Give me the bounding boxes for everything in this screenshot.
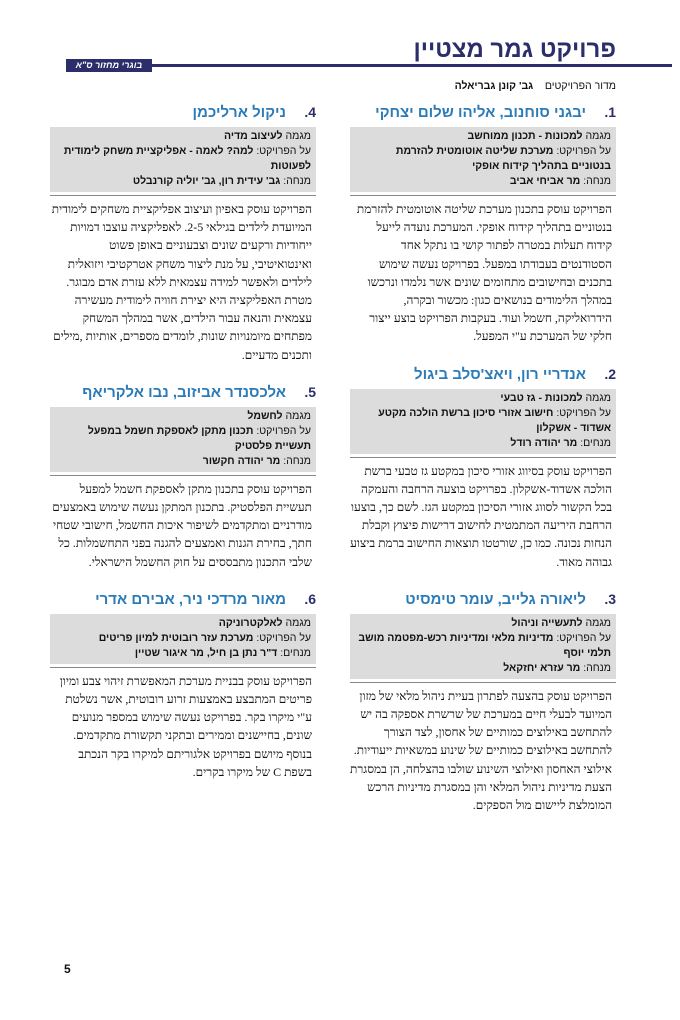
project-heading bbox=[50, 104, 316, 121]
mentor-value: ד"ר נתן בן חיל, מר איגור שטיין bbox=[134, 646, 278, 659]
project-heading bbox=[350, 591, 616, 608]
about-label: על הפרויקט: bbox=[256, 424, 311, 437]
major-label: מגמה bbox=[585, 130, 611, 142]
page-title: פרויקט גמר מצטיין bbox=[413, 36, 616, 63]
mentor-label: מנחה: bbox=[583, 175, 611, 187]
about-value: מערכת עזר רובוטית למיון פריטים bbox=[98, 631, 254, 644]
mentor-value: גב' עידית רון, גב' יוליה קורנבלט bbox=[132, 175, 281, 187]
editor-label: מדור הפרויקטים bbox=[544, 80, 616, 92]
project-number: 5. bbox=[304, 383, 316, 400]
major-value: לעיצוב מדיה bbox=[223, 130, 283, 142]
mentor-label: מנחה: bbox=[283, 175, 311, 187]
major-label: מגמה bbox=[285, 130, 311, 142]
project-info-box bbox=[350, 389, 616, 454]
project-number: 2. bbox=[604, 365, 616, 382]
mentor-value: מר אביחי אביב bbox=[509, 175, 581, 187]
about-label: על הפרויקט: bbox=[556, 406, 611, 419]
project-description: הפרויקט עוסק בתכנון מתקן לאספקת חשמל למפעל תעשיית הפלסטיק. בתכנון המתקן נעשה שימוש באמצעים מודרניים ומתקדמים לשיפור איכות החשמל, חישובי שטחי חתך, בחירת הגנות ואמצעים להגנה בפני התחשמלות. כל שלבי התכנון מתבססים על חוק החשמל הישראלי. bbox=[52, 481, 312, 569]
divider bbox=[50, 667, 316, 668]
project-number: 4. bbox=[304, 104, 316, 120]
major-value: למכונות - תכנון ממוחשב bbox=[467, 130, 583, 142]
mentor-value: מר יהודה רודל bbox=[510, 436, 578, 449]
major-value: לחשמל bbox=[247, 409, 283, 422]
page-number: 5 bbox=[64, 962, 71, 976]
project-description: הפרויקט עוסק בסיווג אזורי סיכון במקטע גז טבעי ברשת הולכה אשדוד-אשקלון. בפרויקט בוצעה הרחבה והעמקה בכל הקשור לסווג אזורי הסיכון במקטע הגז. לשם כך, בוצעו הרחבת היריעה המתמטית לחישוב דרישות פיצוץ וקבלת הנחות נכונה. כמו כן, שורטטו תוצאות החישוב ברמת ביצוע גבוהה מאוד. bbox=[350, 463, 612, 569]
project-5 bbox=[50, 384, 316, 571]
mentor-label: מנחה: bbox=[283, 454, 311, 467]
project-students: מאור מרדכי ניר, אבירם אדרי bbox=[95, 590, 286, 608]
project-number: 6. bbox=[304, 590, 316, 607]
project-students: יבגני סוחנוב, אליהו שלום יצחקי bbox=[375, 104, 586, 121]
project-heading bbox=[50, 384, 316, 401]
project-info-box bbox=[50, 407, 316, 472]
about-label: על הפרויקט: bbox=[256, 145, 311, 157]
project-students: ניקול ארליכמן bbox=[192, 104, 286, 121]
about-label: על הפרויקט: bbox=[256, 631, 311, 644]
mentor-label: מנחים: bbox=[580, 436, 611, 449]
about-label: על הפרויקט: bbox=[556, 631, 611, 644]
about-value: מדיניות מלאי ומדיניות רכש-מפטמה מושב תלמי יוסף bbox=[358, 631, 611, 659]
divider bbox=[350, 682, 616, 683]
project-description: הפרויקט עוסק באפיון ועיצוב אפליקציית משחקים לימודית המיועדת לילדים בגילאי 2-5. לאפליקציה עוצבו דמויות ייחודיות ורקעים שונים וצבעוניים באופן פשוט ואינטואיטיבי, על מנת ליצור משחק אטרקטיבי ויזואלית לילדים ולאפשר למידה עצמאית ללא עזרת אדם מבוגר. מטרת האפליקציה היא יצירת חוויה לימודית מעשירה עצמאית והנאה עבור הילדים, אשר במהלך המשחק מפתחים מיומנויות שונות, לומדים מספרים, אותיות ,מילים ותכנים מדעיים. bbox=[51, 202, 312, 362]
project-6 bbox=[50, 591, 316, 781]
mentor-value: מר עזרא יחזקאל bbox=[503, 661, 581, 674]
major-value: למכונות - גז טבעי bbox=[500, 391, 583, 404]
divider bbox=[50, 475, 316, 476]
mentor-value: מר יהודה חקשור bbox=[202, 454, 281, 467]
project-description: הפרויקט עוסק בתכנון מערכת שליטה אוטומטית להזרמת בנטוניים בתהליך קידוח אופקי. המערכת נועדה לייעל קידוח תעלות במטרה לפתור קושי בו נתקל אחד הסטודנטים בעבודתו במפעל. בפרויקט נעשה שימוש בתכנים ובחישובים מתחומים שונים אשר נלמדו ונרכשו במהלך הלימודים בנושאים כגון: מכשור ובקרה, הידרואליקה, חשמל ועוד. בעקבות הפרויקט בוצע ייצור חלקי של המערכת ע"י המפעל. bbox=[356, 202, 612, 344]
divider bbox=[50, 195, 316, 196]
project-info-box bbox=[50, 127, 316, 192]
editor-name: גב' קונן גבריאלה bbox=[454, 80, 534, 92]
major-label: מגמה bbox=[585, 616, 611, 629]
project-1 bbox=[350, 104, 616, 346]
about-value: תכנון מתקן לאספקת חשמל במפעל תעשיית פלסטיק bbox=[87, 424, 311, 452]
project-heading bbox=[350, 104, 616, 121]
column-right bbox=[350, 104, 616, 834]
major-label: מגמה bbox=[285, 409, 311, 422]
project-number: 3. bbox=[604, 590, 616, 607]
project-description: הפרויקט עוסק בהצעה לפתרון בעיית ניהול מלאי של מזון המיועד לבעלי חיים במערכת של שרשרת אספקה בה יש להתחשב באילוצים כמותיים של אחסון, לצד הצורך להתחשב באילוצים כמותיים של שינוע במשאיות ייעודיות. אילוצי האחסון ואילוצי השינוע שולבו בהצלחה, הן במסגרת הצעת מדיניות ניהול המלאי והן במסגרת מדיניות הרכש המומלצת ליישום מול הספקים. bbox=[350, 688, 612, 813]
project-students: ליאורה גלייב, עומר טימסיט bbox=[405, 590, 586, 608]
project-info-box bbox=[50, 614, 316, 664]
column-left bbox=[50, 104, 316, 801]
project-2 bbox=[350, 366, 616, 571]
major-value: לאלקטרוניקה bbox=[218, 616, 283, 629]
mentor-label: מנחה: bbox=[583, 661, 611, 674]
major-label: מגמה bbox=[285, 616, 311, 629]
mentor-label: מנחים: bbox=[280, 646, 311, 659]
project-3 bbox=[350, 591, 616, 814]
about-label: על הפרויקט: bbox=[556, 145, 611, 157]
title-rule bbox=[66, 64, 672, 67]
project-students: אנדריי רון, ויאצ'סלב ביגול bbox=[414, 365, 586, 383]
project-description: הפרויקט עוסק בבניית מערכת המאפשרת זיהוי צבע ומיון פריטים המתבצע באמצעות זרוע רובוטית, אשר נשלטת ע"י מיקרו בקר. בפרויקט נעשה שימוש במספר מנועים שונים, בחיישנים וממירים ובתקני תקשורת מתקדמים. בנוסף מיושם בפרויקט אלגוריתם למיקרו בקר הנכתב בשפת C של מיקרו בקרים. bbox=[59, 673, 312, 779]
major-label: מגמה bbox=[585, 391, 611, 404]
project-students: אלכסנדר אביזוב, נבו אלקריאף bbox=[82, 383, 286, 401]
about-value: מערכת שליטה אוטומטית להזרמת בנטוניים בתהליך קידוח אופקי bbox=[395, 145, 611, 172]
project-4 bbox=[50, 104, 316, 364]
about-value: חישוב אזורי סיכון ברשת הולכה מקטע אשדוד - אשקלון bbox=[378, 406, 611, 434]
divider bbox=[350, 195, 616, 196]
divider bbox=[350, 457, 616, 458]
major-value: לתעשייה וניהול bbox=[511, 616, 583, 629]
graduates-badge: בוגרי מחזור ס"א bbox=[66, 59, 152, 72]
project-info-box bbox=[350, 127, 616, 192]
editor-line bbox=[316, 80, 616, 92]
project-heading bbox=[350, 366, 616, 383]
about-value: למה? לאמה - אפליקציית משחק לימודית לפעוטות bbox=[63, 145, 311, 172]
project-heading bbox=[50, 591, 316, 608]
project-number: 1. bbox=[604, 104, 616, 120]
project-info-box bbox=[350, 614, 616, 679]
